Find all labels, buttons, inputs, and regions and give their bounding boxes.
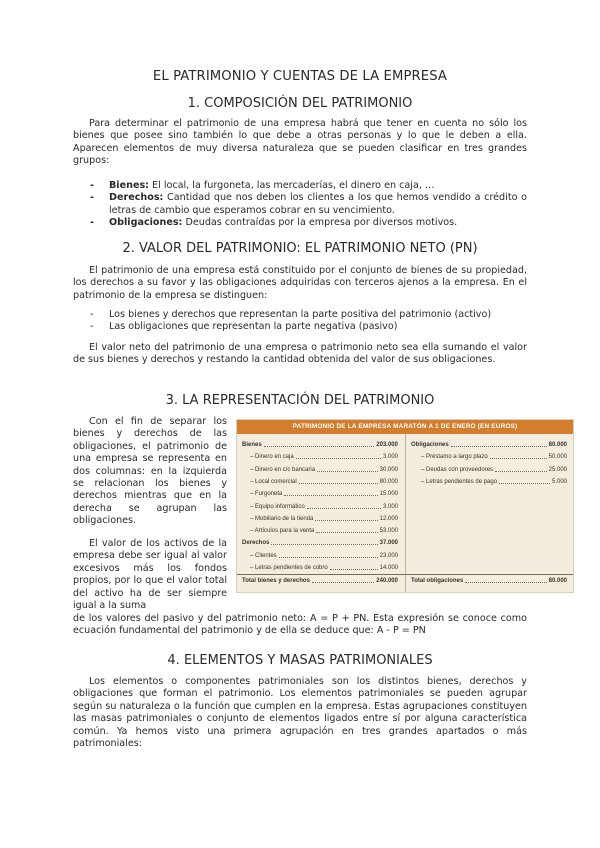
dot-leader (279, 557, 378, 558)
dot-leader (330, 569, 378, 570)
balance-row (242, 563, 398, 573)
dot-leader (499, 483, 550, 484)
balance-row (242, 440, 398, 450)
balance-row (242, 551, 398, 561)
balance-row-label: – Letras pendientes de pago (421, 478, 498, 485)
balance-row (242, 538, 398, 548)
list-item: - Las obligaciones que representan la parte negativa (pasivo) (90, 321, 398, 333)
balance-row-value: 15.000 (379, 491, 398, 498)
balance-row-label: Total bienes y derechos (242, 578, 310, 585)
section-3-column-paragraph-2: El valor de los activos de la empresa debe ser igual al valor excesivos más los fondos propios, por lo que el valor total del activo ha de ser siempre igual a la suma (73, 538, 227, 612)
list-item: - Derechos: Cantidad que nos deben los clientes a los que hemos vendido a crédito o letras de cambio que esperamos cobrar en su vencimiento. (90, 192, 527, 216)
balance-row (242, 514, 398, 524)
list-item: - Obligaciones: Deudas contraídas por la empresa por diversos motivos. (90, 217, 458, 229)
list-item: - Bienes: El local, la furgoneta, las mercaderías, el dinero en caja, … (90, 180, 435, 191)
balance-row-label: – Clientes (250, 552, 277, 559)
dot-leader (317, 471, 378, 472)
balance-row (411, 452, 567, 462)
balance-row-value: 203.000 (376, 442, 398, 448)
balance-row (242, 452, 398, 462)
balance-row-label: – Mobiliario de la tienda (250, 515, 314, 522)
balance-row-value: 53.000 (379, 528, 398, 535)
balance-row-value: 30.000 (379, 466, 398, 473)
balance-row-label: Derechos (242, 540, 270, 547)
balance-row-value: 25.000 (548, 466, 567, 473)
balance-row-label: – Letras pendientes de cobro (250, 565, 328, 571)
balance-row (411, 465, 567, 475)
balance-row-label: – Furgoneta (250, 491, 283, 498)
dot-leader (271, 544, 378, 545)
balance-row (411, 477, 567, 487)
section-heading-4: 4. ELEMENTOS Y MASAS PATRIMONIALES (167, 653, 433, 668)
dot-leader (465, 582, 547, 583)
section-heading-2: 2. VALOR DEL PATRIMONIO: EL PATRIMONIO NETO (PN) (122, 241, 478, 256)
balance-row-label: Bienes (242, 442, 262, 448)
balance-row-value: 14.000 (379, 565, 398, 571)
document-title: EL PATRIMONIO Y CUENTAS DE LA EMPRESA (152, 69, 448, 84)
balance-row-label: Obligaciones (411, 442, 449, 448)
dot-leader (490, 458, 547, 459)
section-4-paragraph: Los elementos o componentes patrimoniales son los distintos bienes, derechos y obligaciones que forman el patrimonio. Los elementos patrimoniales se pueden agrupar según su naturaleza o la función que cumplen en la empresa. Estas agrupaciones constituyen las masas patrimoniales o conjunto de elementos ligados entre sí por alguna característica común. Ya hemos visto una primera agrupación en tres grandes apartados o más patrimoniales: (73, 676, 527, 750)
balance-row-label: – Dinero en c/c bancaria (250, 466, 316, 473)
patrimonio-balance-table (236, 419, 574, 593)
balance-row (242, 502, 398, 512)
balance-row-value: 240.000 (376, 578, 398, 585)
section-1-paragraph: Para determinar el patrimonio de una empresa habrá que tener en cuenta no sólo los bienes que posee sino también lo que debe a otras personas y lo que le deben a ella. Aparecen elementos de muy diversa naturaleza que se pueden clasificar en tres grandes grupos: (73, 118, 527, 167)
section-heading-1: 1. COMPOSICIÓN DEL PATRIMONIO (187, 96, 413, 111)
balance-row-label: – Préstamo a largo plazo (421, 454, 488, 461)
balance-row-value: 3.000 (382, 454, 398, 461)
balance-row (242, 526, 398, 536)
balance-row-value: 23.000 (379, 552, 398, 559)
balance-row (242, 465, 398, 475)
balance-row-value: 80.000 (548, 578, 567, 585)
balance-row-label: – Deudas con proveedores (421, 466, 494, 473)
dot-leader (451, 446, 547, 447)
dot-leader (307, 508, 381, 509)
balance-total-rule (237, 574, 573, 575)
balance-row-value: 5.000 (551, 478, 567, 485)
section-2-list (90, 309, 527, 334)
dot-leader (495, 471, 547, 472)
balance-row (242, 576, 398, 586)
list-item: - Los bienes y derechos que representan la parte positiva del patrimonio (activo) (90, 309, 492, 320)
dot-leader (315, 520, 378, 521)
section-heading-3: 3. LA REPRESENTACIÓN DEL PATRIMONIO (165, 393, 435, 408)
balance-row-label: – Artículos para la venta (250, 528, 315, 535)
balance-row (242, 477, 398, 487)
section-3-column-paragraph-1: Con el fin de separar los bienes y derechos de las obligaciones, el patrimonio de una empresa se representa en dos columnas: en la izquierda se relacionan los bienes y derechos mientras que en la derecha se agrupan las obligaciones. (73, 416, 227, 527)
balance-divider (405, 434, 406, 592)
balance-row-label: Total obligaciones (411, 578, 464, 585)
balance-row-value: 37.000 (379, 540, 398, 547)
dot-leader (316, 532, 378, 533)
section-1-list (90, 180, 527, 230)
dot-leader (312, 582, 374, 583)
balance-row (242, 489, 398, 499)
dot-leader (284, 495, 378, 496)
balance-row-value: 50.000 (548, 454, 567, 461)
balance-row (411, 576, 567, 586)
balance-row-label: – Equipo informático (250, 503, 305, 510)
balance-row-label: – Local comercial (250, 478, 297, 485)
balance-header: PATRIMONIO DE LA EMPRESA MARATÓN A 1 DE ENERO (EN EUROS) (237, 420, 573, 434)
section-2-paragraph: El patrimonio de una empresa está constituido por el conjunto de bienes de su propiedad, los derechos a su favor y las obligaciones adquiridas con terceros ajenos a la empresa. En el patrimonio de la empresa se distinguen: (73, 265, 527, 301)
balance-row-value: 3.000 (382, 503, 398, 510)
section-2-paragraph-2: El valor neto del patrimonio de una empresa o patrimonio neto sea ella sumando el valor de sus bienes y derechos y restando la cantidad obtenida del valor de sus obligaciones. (73, 342, 527, 366)
section-3-paragraph: de los valores del pasivo y del patrimonio neto: A = P + PN. Esta expresión se conoce como ecuación fundamental del patrimonio y de ella se deduce que: A - P = PN (73, 613, 527, 637)
balance-row-value: 80.000 (379, 478, 398, 485)
dot-leader (264, 446, 374, 447)
balance-row-value: 80.000 (548, 442, 567, 448)
dot-leader (299, 483, 378, 484)
balance-row (411, 440, 567, 450)
dot-leader (296, 458, 381, 459)
balance-row-value: 12.000 (379, 515, 398, 522)
balance-row-label: – Dinero en caja (250, 454, 294, 461)
